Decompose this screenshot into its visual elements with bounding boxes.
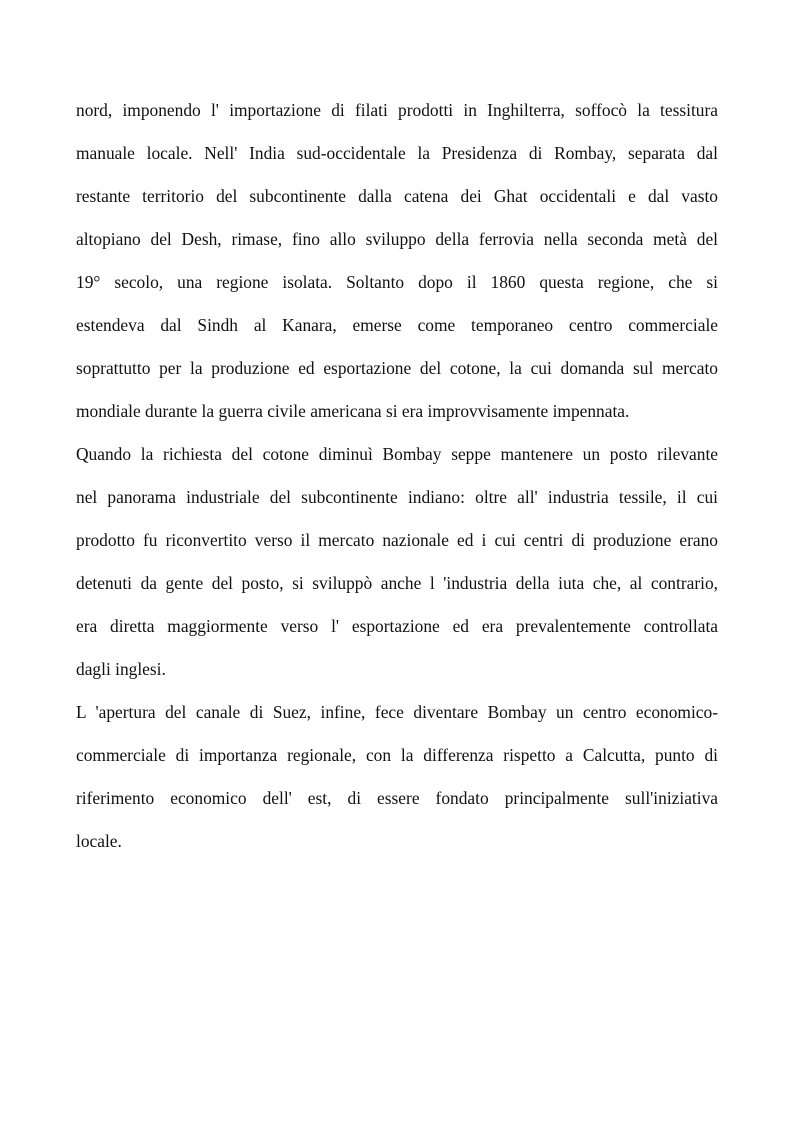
text-line: nord, imponendo l' importazione di filati prodotti in Inghilterra, soffocò la tessitura (76, 100, 718, 120)
text-line: estendeva dal Sindh al Kanara, emerse come temporaneo centro commerciale (76, 315, 718, 335)
text-line: Quando la richiesta del cotone diminuì Bombay seppe mantenere un posto rilevante (76, 444, 718, 464)
text-line: manuale locale. Nell' India sud-occidentale la Presidenza di Rombay, separata dal (76, 143, 718, 163)
text-line: restante territorio del subcontinente dalla catena dei Ghat occidentali e dal vasto (76, 186, 718, 206)
paragraph-3 (76, 691, 718, 863)
text-line: riferimento economico dell' est, di essere fondato principalmente sull'iniziativa (76, 788, 718, 808)
text-line: 19° secolo, una regione isolata. Soltanto dopo il 1860 questa regione, che si (76, 272, 718, 292)
text-line: soprattutto per la produzione ed esportazione del cotone, la cui domanda sul mercato (76, 358, 718, 378)
text-line: locale. (76, 831, 122, 851)
text-line: detenuti da gente del posto, si sviluppò anche l 'industria della iuta che, al contrario, (76, 573, 718, 593)
text-line: altopiano del Desh, rimase, fino allo sviluppo della ferrovia nella seconda metà del (76, 229, 718, 249)
text-line: prodotto fu riconvertito verso il mercato nazionale ed i cui centri di produzione erano (76, 530, 718, 550)
document-page (76, 89, 718, 863)
text-line: commerciale di importanza regionale, con la differenza rispetto a Calcutta, punto di (76, 745, 718, 765)
text-line: L 'apertura del canale di Suez, infine, fece diventare Bombay un centro economico- (76, 702, 718, 722)
paragraph-1 (76, 89, 718, 433)
text-line: mondiale durante la guerra civile americana si era improvvisamente impennata. (76, 401, 630, 421)
paragraph-2 (76, 433, 718, 691)
text-line: dagli inglesi. (76, 659, 166, 679)
text-line: era diretta maggiormente verso l' esportazione ed era prevalentemente controllata (76, 616, 718, 636)
text-line: nel panorama industriale del subcontinente indiano: oltre all' industria tessile, il cui (76, 487, 718, 507)
